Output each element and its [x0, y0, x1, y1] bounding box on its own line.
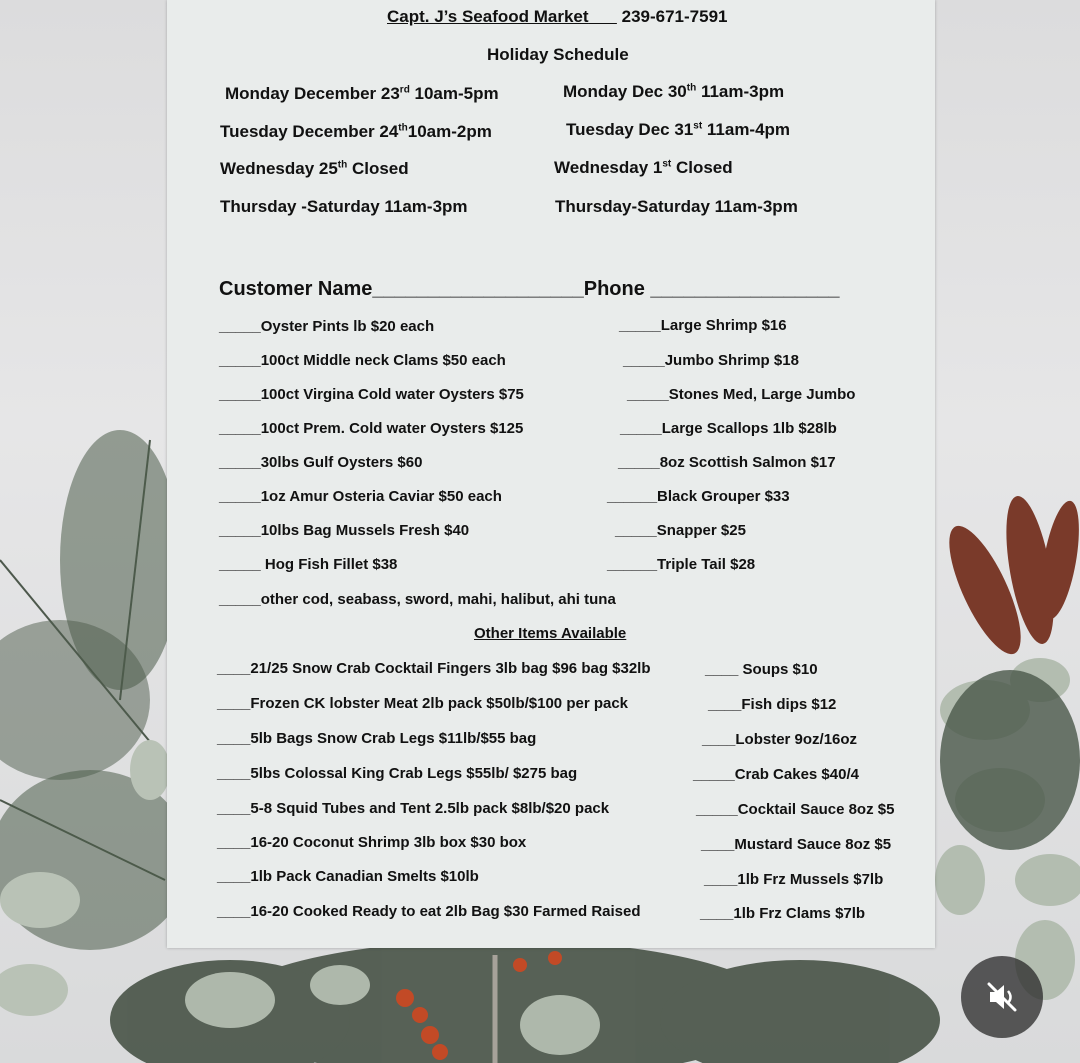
- item-left: _____ Hog Fish Fillet $38: [219, 556, 398, 573]
- header-line: [387, 7, 728, 27]
- item-left: _____100ct Prem. Cold water Oysters $125: [219, 420, 524, 437]
- mute-button[interactable]: [961, 956, 1043, 1038]
- other-item-left: ____16-20 Cooked Ready to eat 2lb Bag $30 Farmed Raised: [217, 903, 641, 920]
- other-item-left: ____Frozen CK lobster Meat 2lb pack $50lb/$100 per pack: [217, 695, 629, 712]
- item-right: _____Snapper $25: [615, 522, 746, 539]
- phone-label: Phone: [583, 278, 645, 300]
- item-left: _____Oyster Pints lb $20 each: [219, 318, 435, 335]
- item-right: _____Jumbo Shrimp $18: [623, 352, 799, 369]
- other-item-right: ____1lb Frz Mussels $7lb: [704, 871, 884, 888]
- other-item-left: ____1lb Pack Canadian Smelts $10lb: [217, 868, 479, 885]
- other-item-left: ____16-20 Coconut Shrimp 3lb box $30 box: [217, 834, 527, 851]
- phone-line: _________________: [650, 278, 840, 300]
- item-left: _____30lbs Gulf Oysters $60: [219, 454, 423, 471]
- other-item-right: ____1lb Frz Clams $7lb: [700, 905, 866, 922]
- other-item-right: ____Lobster 9oz/16oz: [702, 731, 858, 748]
- item-left: _____100ct Virgina Cold water Oysters $75: [219, 386, 524, 403]
- other-item-right: _____Cocktail Sauce 8oz $5: [696, 801, 895, 818]
- schedule-right-0: Monday Dec 30th 11am-3pm: [563, 82, 785, 101]
- other-items-heading: Other Items Available: [474, 625, 627, 642]
- item-left: _____1oz Amur Osteria Caviar $50 each: [219, 488, 502, 505]
- item-right: _____Large Shrimp $16: [619, 317, 787, 334]
- other-item-right: ____ Soups $10: [705, 661, 818, 678]
- other-item-left: ____5lbs Colossal King Crab Legs $55lb/ $275 bag: [217, 765, 578, 782]
- customer-name-row: [219, 278, 840, 301]
- item-right: _____8oz Scottish Salmon $17: [618, 454, 836, 471]
- customer-name-line: ___________________: [372, 278, 584, 300]
- item-left: _____100ct Middle neck Clams $50 each: [219, 352, 506, 369]
- other-item-right: ____Fish dips $12: [708, 696, 837, 713]
- schedule-right-2: Wednesday 1st Closed: [554, 158, 733, 177]
- schedule-left-0: Monday December 23rd 10am-5pm: [225, 84, 499, 103]
- customer-name-label: Customer Name: [219, 278, 373, 300]
- schedule-left-2: Wednesday 25th Closed: [220, 159, 409, 178]
- schedule-heading: Holiday Schedule: [487, 45, 629, 64]
- schedule-right-1: Tuesday Dec 31st 11am-4pm: [566, 120, 791, 139]
- schedule-left-3: Thursday -Saturday 11am-3pm: [220, 197, 468, 216]
- item-right: ______Black Grouper $33: [607, 488, 790, 505]
- item-right: _____Large Scallops 1lb $28lb: [620, 420, 837, 437]
- market-phone: 239-671-7591: [621, 7, 728, 26]
- other-item-left: ____5lb Bags Snow Crab Legs $11lb/$55 bag: [217, 730, 537, 747]
- item-right: _____Stones Med, Large Jumbo: [627, 386, 856, 403]
- speaker-muted-icon: [982, 977, 1022, 1017]
- item-left: _____other cod, seabass, sword, mahi, halibut, ahi tuna: [219, 591, 616, 608]
- schedule-right-3: Thursday-Saturday 11am-3pm: [555, 197, 798, 216]
- other-item-left: ____21/25 Snow Crab Cocktail Fingers 3lb bag $96 bag $32lb: [217, 660, 651, 677]
- order-form-sheet: [167, 0, 935, 948]
- other-item-right: _____Crab Cakes $40/4: [693, 766, 859, 783]
- market-title: Capt. J’s Seafood Market: [387, 7, 589, 26]
- title-underline: [589, 7, 617, 26]
- schedule-left-1: Tuesday December 24th10am-2pm: [220, 122, 492, 141]
- item-left: _____10lbs Bag Mussels Fresh $40: [219, 522, 470, 539]
- other-item-right: ____Mustard Sauce 8oz $5: [701, 836, 892, 853]
- other-item-left: ____5-8 Squid Tubes and Tent 2.5lb pack $8lb/$20 pack: [217, 800, 610, 817]
- item-right: ______Triple Tail $28: [607, 556, 756, 573]
